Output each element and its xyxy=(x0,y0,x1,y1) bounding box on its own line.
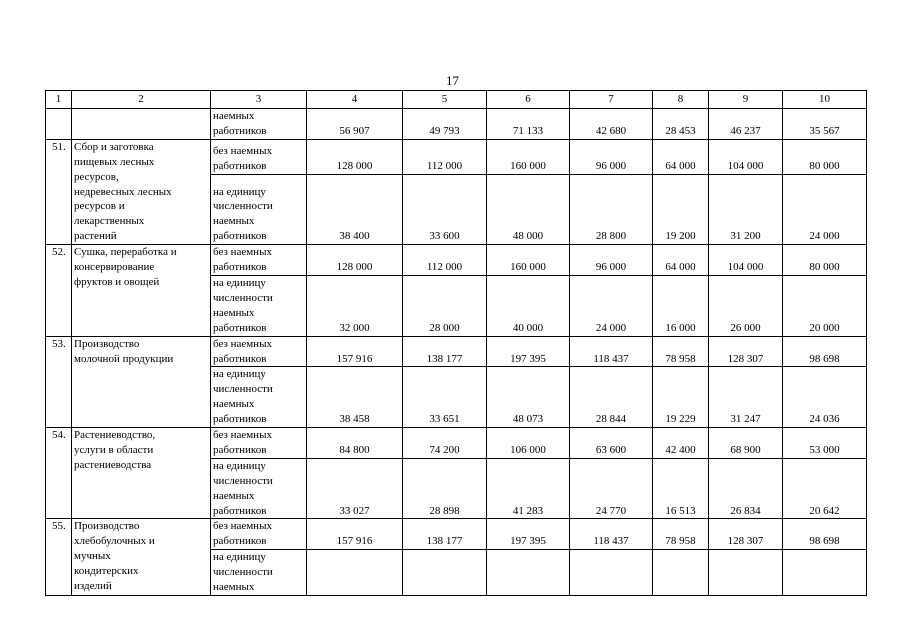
column-header: 3 xyxy=(211,91,307,109)
cell-line: наемных xyxy=(213,306,255,319)
value-cell xyxy=(570,550,653,596)
value-cell: 104 000 xyxy=(709,139,783,174)
basis-cell xyxy=(211,458,307,519)
column-header: 7 xyxy=(570,91,653,109)
value-cell: 19 229 xyxy=(653,367,709,428)
value-cell: 98 698 xyxy=(783,336,867,367)
value-cell: 128 000 xyxy=(307,139,403,174)
value-cell: 78 958 xyxy=(653,519,709,550)
value-cell: 35 567 xyxy=(783,109,867,140)
value-cell: 28 844 xyxy=(570,367,653,428)
value-cell: 31 200 xyxy=(709,175,783,245)
value-cell: 33 027 xyxy=(307,458,403,519)
value-cell: 46 237 xyxy=(709,109,783,140)
cell-line: работников xyxy=(213,504,267,517)
basis-cell xyxy=(211,336,307,367)
table-row xyxy=(46,139,867,174)
cell-line: недревесных лесных xyxy=(74,185,172,198)
value-cell: 80 000 xyxy=(783,139,867,174)
activity-cell xyxy=(72,245,211,336)
cell-line: без наемных xyxy=(213,520,272,533)
cell-line: без наемных xyxy=(213,145,272,158)
value-cell: 104 000 xyxy=(709,245,783,276)
value-cell: 20 000 xyxy=(783,275,867,336)
value-cell: 157 916 xyxy=(307,336,403,367)
cell-line: лекарственных xyxy=(74,215,145,228)
basis-cell xyxy=(211,139,307,174)
cell-line: работников xyxy=(213,321,267,334)
value-cell: 24 036 xyxy=(783,367,867,428)
cell-line: работников xyxy=(213,535,267,548)
value-cell: 53 000 xyxy=(783,428,867,459)
column-header: 5 xyxy=(403,91,487,109)
cell-line: численности xyxy=(213,383,273,396)
basis-cell xyxy=(211,175,307,245)
table-body xyxy=(46,109,867,596)
value-cell: 41 283 xyxy=(487,458,570,519)
value-cell: 63 600 xyxy=(570,428,653,459)
value-cell: 20 642 xyxy=(783,458,867,519)
cell-line: наемных xyxy=(213,215,255,228)
value-cell: 33 651 xyxy=(403,367,487,428)
cell-line: Производство xyxy=(74,520,140,533)
tax-rates-table xyxy=(45,90,867,596)
value-cell: 118 437 xyxy=(570,519,653,550)
header-row xyxy=(46,91,867,109)
cell-line: пищевых лесных xyxy=(74,155,155,168)
cell-line: Сушка, переработка и xyxy=(74,246,177,259)
column-header: 8 xyxy=(653,91,709,109)
row-number-cell: 55. xyxy=(46,519,72,596)
cell-line: молочной продукции xyxy=(74,352,174,365)
value-cell xyxy=(403,550,487,596)
value-cell: 48 000 xyxy=(487,175,570,245)
cell-line: работников xyxy=(213,443,267,456)
value-cell: 28 453 xyxy=(653,109,709,140)
value-cell: 112 000 xyxy=(403,245,487,276)
value-cell: 32 000 xyxy=(307,275,403,336)
row-number-cell: 53. xyxy=(46,336,72,427)
value-cell: 80 000 xyxy=(783,245,867,276)
cell-line: мучных xyxy=(74,550,111,563)
value-cell: 40 000 xyxy=(487,275,570,336)
cell-line: работников xyxy=(213,230,267,243)
value-cell: 138 177 xyxy=(403,519,487,550)
value-cell: 24 000 xyxy=(783,175,867,245)
cell-line: растениеводства xyxy=(74,458,152,471)
table-row xyxy=(46,336,867,367)
column-header: 6 xyxy=(487,91,570,109)
page-number: 17 xyxy=(446,73,459,88)
cell-line: на единицу xyxy=(213,185,266,198)
cell-line: Производство xyxy=(74,337,140,350)
value-cell: 31 247 xyxy=(709,367,783,428)
column-header: 4 xyxy=(307,91,403,109)
value-cell: 26 000 xyxy=(709,275,783,336)
value-cell: 16 000 xyxy=(653,275,709,336)
cell-line: растений xyxy=(74,230,117,243)
value-cell: 48 073 xyxy=(487,367,570,428)
value-cell: 197 395 xyxy=(487,519,570,550)
cell-line: ресурсов, xyxy=(74,170,119,183)
value-cell: 28 898 xyxy=(403,458,487,519)
value-cell: 160 000 xyxy=(487,139,570,174)
table-row xyxy=(46,519,867,550)
cell-line: на единицу xyxy=(213,459,266,472)
value-cell xyxy=(487,550,570,596)
row-number-cell: 54. xyxy=(46,428,72,519)
cell-line: хлебобулочных и xyxy=(74,535,155,548)
cell-line: работников xyxy=(213,352,267,365)
value-cell: 118 437 xyxy=(570,336,653,367)
value-cell: 71 133 xyxy=(487,109,570,140)
value-cell: 49 793 xyxy=(403,109,487,140)
value-cell: 138 177 xyxy=(403,336,487,367)
value-cell xyxy=(307,550,403,596)
value-cell: 16 513 xyxy=(653,458,709,519)
cell-line: кондитерских xyxy=(74,565,139,578)
basis-cell xyxy=(211,519,307,550)
basis-cell xyxy=(211,550,307,596)
value-cell: 64 000 xyxy=(653,245,709,276)
table-row xyxy=(46,109,867,140)
value-cell xyxy=(783,550,867,596)
column-header: 9 xyxy=(709,91,783,109)
value-cell: 33 600 xyxy=(403,175,487,245)
value-cell: 98 698 xyxy=(783,519,867,550)
value-cell: 128 000 xyxy=(307,245,403,276)
basis-cell xyxy=(211,245,307,276)
cell-line: консервирование xyxy=(74,261,155,274)
value-cell: 128 307 xyxy=(709,336,783,367)
cell-line: численности xyxy=(213,474,273,487)
cell-line: численности xyxy=(213,566,273,579)
value-cell: 24 000 xyxy=(570,275,653,336)
value-cell: 96 000 xyxy=(570,139,653,174)
table-row xyxy=(46,428,867,459)
basis-cell xyxy=(211,367,307,428)
cell-line: на единицу xyxy=(213,551,266,564)
cell-line: наемных xyxy=(213,110,255,122)
table-header xyxy=(46,91,867,109)
value-cell: 42 680 xyxy=(570,109,653,140)
value-cell: 28 800 xyxy=(570,175,653,245)
cell-line: изделий xyxy=(74,580,112,593)
cell-line: наемных xyxy=(213,398,255,411)
activity-cell xyxy=(72,336,211,427)
value-cell: 157 916 xyxy=(307,519,403,550)
activity-cell xyxy=(72,519,211,596)
value-cell: 78 958 xyxy=(653,336,709,367)
cell-line: наемных xyxy=(213,489,255,502)
cell-line: Сбор и заготовка xyxy=(74,140,154,153)
value-cell: 106 000 xyxy=(487,428,570,459)
value-cell: 197 395 xyxy=(487,336,570,367)
value-cell xyxy=(709,550,783,596)
value-cell: 160 000 xyxy=(487,245,570,276)
table-row xyxy=(46,245,867,276)
value-cell: 28 000 xyxy=(403,275,487,336)
row-number-cell: 52. xyxy=(46,245,72,336)
value-cell: 64 000 xyxy=(653,139,709,174)
cell-line: численности xyxy=(213,200,273,213)
value-cell: 42 400 xyxy=(653,428,709,459)
basis-cell xyxy=(211,428,307,459)
cell-line: работников xyxy=(213,124,267,137)
cell-line: численности xyxy=(213,291,273,304)
column-header: 2 xyxy=(72,91,211,109)
basis-cell xyxy=(211,109,307,140)
value-cell: 84 800 xyxy=(307,428,403,459)
value-cell: 96 000 xyxy=(570,245,653,276)
column-header: 1 xyxy=(46,91,72,109)
cell-line: работников xyxy=(213,261,267,274)
activity-cell xyxy=(72,428,211,519)
value-cell xyxy=(653,550,709,596)
value-cell: 38 400 xyxy=(307,175,403,245)
cell-line: без наемных xyxy=(213,429,272,442)
cell-line: на единицу xyxy=(213,276,266,289)
cell-line: работников xyxy=(213,413,267,426)
value-cell: 56 907 xyxy=(307,109,403,140)
cell-line: без наемных xyxy=(213,246,272,259)
row-number-cell xyxy=(46,109,72,140)
activity-cell xyxy=(72,139,211,244)
value-cell: 74 200 xyxy=(403,428,487,459)
column-header: 10 xyxy=(783,91,867,109)
cell-line: услуги в области xyxy=(74,443,154,456)
cell-line: ресурсов и xyxy=(74,200,125,213)
value-cell: 128 307 xyxy=(709,519,783,550)
row-number-cell: 51. xyxy=(46,139,72,244)
cell-line: на единицу xyxy=(213,368,266,381)
value-cell: 26 834 xyxy=(709,458,783,519)
cell-line: без наемных xyxy=(213,337,272,350)
cell-line: Растениеводство, xyxy=(74,429,156,442)
basis-cell xyxy=(211,275,307,336)
cell-line: работников xyxy=(213,160,267,173)
value-cell: 38 458 xyxy=(307,367,403,428)
cell-line: фруктов и овощей xyxy=(74,275,160,288)
value-cell: 112 000 xyxy=(403,139,487,174)
cell-line: наемных xyxy=(213,581,255,594)
value-cell: 19 200 xyxy=(653,175,709,245)
value-cell: 68 900 xyxy=(709,428,783,459)
value-cell: 24 770 xyxy=(570,458,653,519)
activity-cell xyxy=(72,109,211,140)
